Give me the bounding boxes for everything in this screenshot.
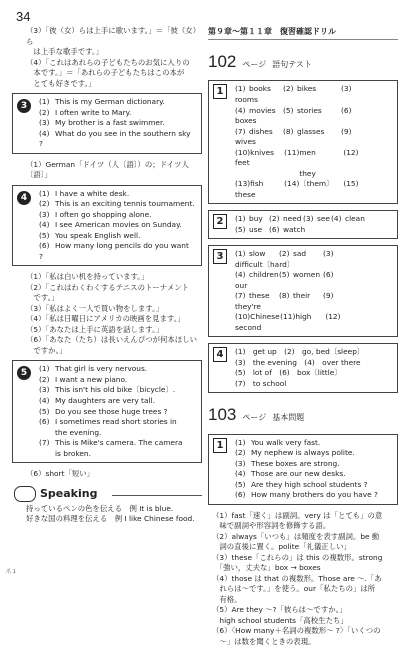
section-103-heading <box>208 403 398 427</box>
answer-word: high <box>295 312 312 322</box>
answer-text: I often write to Mary. <box>55 107 132 117</box>
item-number: (7) <box>235 291 246 301</box>
note-line: （6）〈How many＋名詞の複数形〜 ?〉「いくつの <box>212 626 381 636</box>
item-number: (1) <box>235 214 246 224</box>
note-line: （4）those は that の複数形。Those are 〜.「あ <box>212 573 382 583</box>
answer-word: watch <box>283 224 306 234</box>
item-number: (2) <box>269 214 280 224</box>
item-number: (1) <box>39 364 50 374</box>
footer-mark: 爪 1 <box>6 568 16 575</box>
note-line: （3）「彼（女）らは上手に歌います。」＝「彼（女）ら <box>26 26 201 46</box>
answer-row <box>235 249 391 270</box>
answer-text: This isn't his old bike〔bicycle〕. <box>55 385 176 395</box>
answer-word: books <box>249 84 271 94</box>
item-number: (4) <box>331 214 342 224</box>
item-number: (7) <box>39 438 50 448</box>
note-line: （4）「これはあれらの子どもたちのお気に入りの <box>26 57 190 67</box>
item-number: (5) <box>235 224 246 234</box>
item-number: (1) <box>235 84 246 94</box>
item-number: (5) <box>39 406 50 416</box>
note-line: れらは〜です。」を使う。our「私たちの」は所 <box>212 584 376 594</box>
item-number: (6) <box>323 270 334 280</box>
question-number-square: 3 <box>213 249 227 264</box>
item-number: (3) <box>303 214 314 224</box>
note-line: は上手な歌手です。」 <box>26 47 104 57</box>
note-line: （5）「あなたは上手に英語を話します。」 <box>26 324 164 334</box>
note-line: 「強い，丈夫な」box → boxes <box>212 563 321 573</box>
answer-word: need <box>283 214 302 224</box>
note-line: （4）「私は日曜日にアメリカの映画を見ます。」 <box>26 314 185 324</box>
answer-line: (3) the evening (4) over there <box>235 357 361 367</box>
answer-box-3 <box>12 93 202 154</box>
answer-word: stories <box>297 105 322 115</box>
speaking-title: Speaking <box>40 486 98 500</box>
item-number: (3) <box>341 84 352 94</box>
answer-line <box>39 231 195 242</box>
answer-word: fish <box>250 179 264 189</box>
answer-grid <box>235 214 391 235</box>
item-number: (8) <box>283 126 294 136</box>
item-number: (6) <box>341 105 352 115</box>
answer-text: Do you see those huge trees ? <box>55 406 168 416</box>
note-line: （5）Are they 〜?「彼らは〜ですか。」 <box>212 605 347 615</box>
item-number: (3) <box>39 118 50 128</box>
answer-row <box>235 312 391 333</box>
answer-line: (1) get up (2) go, bed〔sleep〕 <box>235 347 365 357</box>
answer-word: they〔them〕 <box>299 168 334 189</box>
note-line: 有格。 <box>212 594 242 604</box>
answer-word: children <box>249 270 279 280</box>
answer-line <box>39 396 195 407</box>
answer-text: My daughters are very tall. <box>55 395 155 405</box>
answer-word: they're <box>235 301 261 311</box>
question-number-square: 1 <box>213 438 227 453</box>
right-column <box>208 26 398 651</box>
answer-word: boxes <box>235 116 257 126</box>
answer-row <box>235 291 391 312</box>
item-number: (9) <box>323 291 334 301</box>
item-number: (2) <box>39 107 50 117</box>
explanation-5 <box>12 469 202 480</box>
answer-line <box>39 438 195 449</box>
item-number: (4) <box>235 105 246 115</box>
item-number: (3) <box>39 385 50 395</box>
note-line: （1）「私は白い机を持っています。」 <box>26 272 149 282</box>
answer-word: slow <box>249 249 266 259</box>
answer-row <box>235 84 391 105</box>
item-number: (14) <box>284 179 300 189</box>
item-number: (4) <box>235 469 246 479</box>
left-column <box>12 26 202 525</box>
answer-line <box>39 97 195 108</box>
section-102-heading <box>208 50 398 74</box>
answer-line <box>235 459 391 470</box>
item-number: (3) <box>39 209 50 219</box>
answer-text: This is Mike's camera. The camera <box>55 438 183 448</box>
answer-line <box>235 438 391 449</box>
answer-word: clean <box>345 214 365 224</box>
answer-row <box>235 270 391 291</box>
answer-box-4 <box>12 185 202 267</box>
item-number: (4) <box>39 395 50 405</box>
item-number: (2) <box>279 249 290 259</box>
note-line: high school students「高校生たち」 <box>212 615 348 625</box>
answer-line <box>39 375 195 386</box>
answer-line <box>39 428 195 439</box>
answer-box-5 <box>12 360 202 463</box>
answer-line <box>39 118 195 129</box>
item-number: (1) <box>235 249 246 259</box>
answer-line <box>39 108 195 119</box>
answer-word: dishes <box>249 126 273 136</box>
item-number: (4) <box>235 270 246 280</box>
note-line: とても好きです。」 <box>26 78 96 88</box>
answer-line <box>39 417 195 428</box>
answer-word: feet <box>235 158 250 168</box>
answer-word: use <box>249 224 263 234</box>
note-line: （3）「私はよく一人で買い物をします。」 <box>26 303 164 313</box>
note-line: （6）「あなた（たち）は長いえんぴつが何本ほしい <box>26 335 197 345</box>
answer-line <box>235 469 391 480</box>
answer-line <box>39 189 195 200</box>
item-number: (4) <box>39 220 50 230</box>
answer-text: How many long pencils do you want ? <box>39 241 189 261</box>
answer-line <box>235 480 391 491</box>
item-number: (4) <box>39 128 50 138</box>
note-line: （1）German「ドイツ（人〔語〕）の；ドイツ人〔語〕」 <box>26 159 189 180</box>
answer-row <box>235 127 391 148</box>
item-number: (2) <box>39 199 50 209</box>
answer-line: (5) lot of (6) box〔little〕 <box>235 368 342 378</box>
answer-text: My brother is a fast swimmer. <box>55 118 165 128</box>
item-number: (3) <box>323 249 334 259</box>
speaking-examples <box>12 504 202 525</box>
chapter-header: 第９章〜第１１章 復習確認ドリル <box>208 26 398 40</box>
explanation-4 <box>12 272 202 356</box>
answer-line <box>39 129 195 150</box>
section-number: 103 <box>208 405 237 425</box>
answer-row <box>235 214 391 225</box>
answer-word: wives <box>235 137 256 147</box>
answer-line: (7) to school <box>235 378 287 388</box>
answer-word: their <box>293 291 311 301</box>
item-number: (1) <box>39 188 50 198</box>
answer-text: You speak English well. <box>55 230 141 240</box>
item-number: (1) <box>39 97 50 107</box>
answer-word: sad <box>293 249 307 259</box>
question-number-square: 2 <box>213 214 227 229</box>
answer-word: Chinese <box>250 312 280 322</box>
item-number: (6) <box>39 417 50 427</box>
speaking-line: 好きな国の料理を伝える 例 I like Chinese food. <box>26 514 195 524</box>
speech-bubble-icon <box>14 486 36 502</box>
note-line: 味で副詞や形容詞を修飾する語。 <box>212 521 331 531</box>
answer-text: These boxes are strong. <box>251 458 340 468</box>
item-number: (2) <box>39 374 50 384</box>
answer-line <box>39 199 195 210</box>
answer-line <box>235 490 391 501</box>
note-line: 詞の直後に置く。polite「礼儀正しい」 <box>212 542 351 552</box>
page-label: ページ <box>242 413 267 423</box>
item-number: (12) <box>343 147 359 157</box>
item-number: (1) <box>235 437 246 447</box>
explanation-103 <box>208 511 398 648</box>
answer-text: is broken. <box>55 448 91 458</box>
answer-text: You walk very fast. <box>251 437 321 447</box>
item-number: (11) <box>280 312 296 322</box>
answer-text: This is my German dictionary. <box>55 97 165 107</box>
answer-line <box>39 220 195 231</box>
answer-word: glasses <box>297 126 325 136</box>
explanation-3 <box>12 160 202 181</box>
answer-line <box>39 407 195 418</box>
note-line: です。」 <box>26 293 59 303</box>
question-number-badge: 5 <box>17 366 31 380</box>
page-number: 34 <box>16 9 31 24</box>
item-number: (15) <box>343 179 359 189</box>
speaking-line: 持っているペンの色を伝える 例 It is blue. <box>26 503 174 513</box>
answer-word: knives <box>250 147 274 157</box>
answer-box-103-1 <box>208 434 398 505</box>
answer-grid <box>235 249 391 333</box>
note-line: （3）these「これらの」は this の複数形。strong <box>212 552 383 562</box>
answer-text: That girl is very nervous. <box>55 364 148 374</box>
answer-text: I sometimes read short stories in <box>55 417 177 427</box>
question-number-badge: 4 <box>17 191 31 205</box>
answer-word: these <box>249 291 270 301</box>
intro-notes <box>12 26 202 89</box>
answer-box-102-4 <box>208 343 398 393</box>
answer-line <box>39 241 195 262</box>
answer-word: see <box>317 214 330 224</box>
answer-word: second <box>235 322 262 332</box>
section-title: 語句テスト <box>272 60 312 70</box>
question-number-square: 1 <box>213 84 227 99</box>
answer-text: What do you see in the southern sky ? <box>39 128 191 149</box>
item-number: (7) <box>235 126 246 136</box>
answer-box-102-1 <box>208 80 398 204</box>
note-line: （2）「これはわくわくするテニスのトーナメント <box>26 282 190 292</box>
answer-line <box>39 449 195 460</box>
item-number: (2) <box>235 448 246 458</box>
answer-text: the evening. <box>55 427 102 437</box>
answer-word: our <box>235 280 248 290</box>
answer-word: women <box>293 270 320 280</box>
answer-line <box>39 385 195 396</box>
answer-row <box>235 225 391 236</box>
answer-box-102-2 <box>208 210 398 239</box>
speaking-heading <box>12 484 202 504</box>
page-label: ページ <box>242 60 267 70</box>
item-number: (6) <box>235 490 246 500</box>
section-number: 102 <box>208 52 237 72</box>
item-number: (9) <box>341 126 352 136</box>
answer-text: Are they high school students ? <box>251 479 368 489</box>
answer-word: men <box>299 147 316 157</box>
answer-line <box>235 448 391 459</box>
item-number: (5) <box>279 270 290 280</box>
answer-grid <box>235 84 391 200</box>
answer-text: Those are our new desks. <box>251 469 346 479</box>
answer-text: I often go shopping alone. <box>55 209 152 219</box>
answer-word: these <box>235 189 256 199</box>
question-number-square: 4 <box>213 347 227 362</box>
answer-text: How many brothers do you have ? <box>251 490 378 500</box>
answer-word: bikes <box>297 84 317 94</box>
item-number: (13) <box>235 179 251 189</box>
item-number: (3) <box>235 458 246 468</box>
question-number-badge: 3 <box>17 99 31 113</box>
note-line: 本です。」＝「あれらの子どもたちはこの本が <box>26 68 185 78</box>
item-number: (11) <box>284 147 300 157</box>
answer-line <box>39 364 195 375</box>
answer-box-102-3 <box>208 245 398 337</box>
item-number: (5) <box>283 105 294 115</box>
answer-text: I want a new piano. <box>55 374 128 384</box>
section-title: 基本問題 <box>272 413 305 423</box>
item-number: (10) <box>235 312 251 322</box>
item-number: (6) <box>39 241 50 251</box>
item-number: (5) <box>235 479 246 489</box>
answer-row <box>235 169 391 201</box>
answer-text: My nephew is always polite. <box>251 448 355 458</box>
answer-word: difficult〔hard〕 <box>235 259 295 269</box>
item-number: (8) <box>279 291 290 301</box>
item-number: (6) <box>269 224 280 234</box>
answer-row <box>235 106 391 127</box>
item-number: (12) <box>325 312 341 322</box>
answer-line <box>39 210 195 221</box>
note-line: （6）short「短い」 <box>26 469 95 479</box>
answer-text: I have a white desk. <box>55 188 130 198</box>
answer-text: This is an exciting tennis tournament. <box>55 199 195 209</box>
answer-word: movies <box>249 105 276 115</box>
answer-word: rooms <box>235 95 258 104</box>
item-number: (10) <box>235 147 251 157</box>
note-line: 〜」は数を聞くときの表現。 <box>212 636 316 646</box>
item-number: (5) <box>39 230 50 240</box>
note-line: ですか。」 <box>26 345 67 355</box>
answer-row <box>235 148 391 169</box>
item-number: (2) <box>283 84 294 94</box>
answer-text: I see American movies on Sunday. <box>55 220 182 230</box>
answer-word: buy <box>249 214 263 224</box>
heading-rule <box>112 495 202 496</box>
note-line: （1）fast「速く」は副詞。very は「とても」の意 <box>212 510 383 520</box>
note-line: （2）always「いつも」は頻度を表す副詞。be 動 <box>212 531 380 541</box>
